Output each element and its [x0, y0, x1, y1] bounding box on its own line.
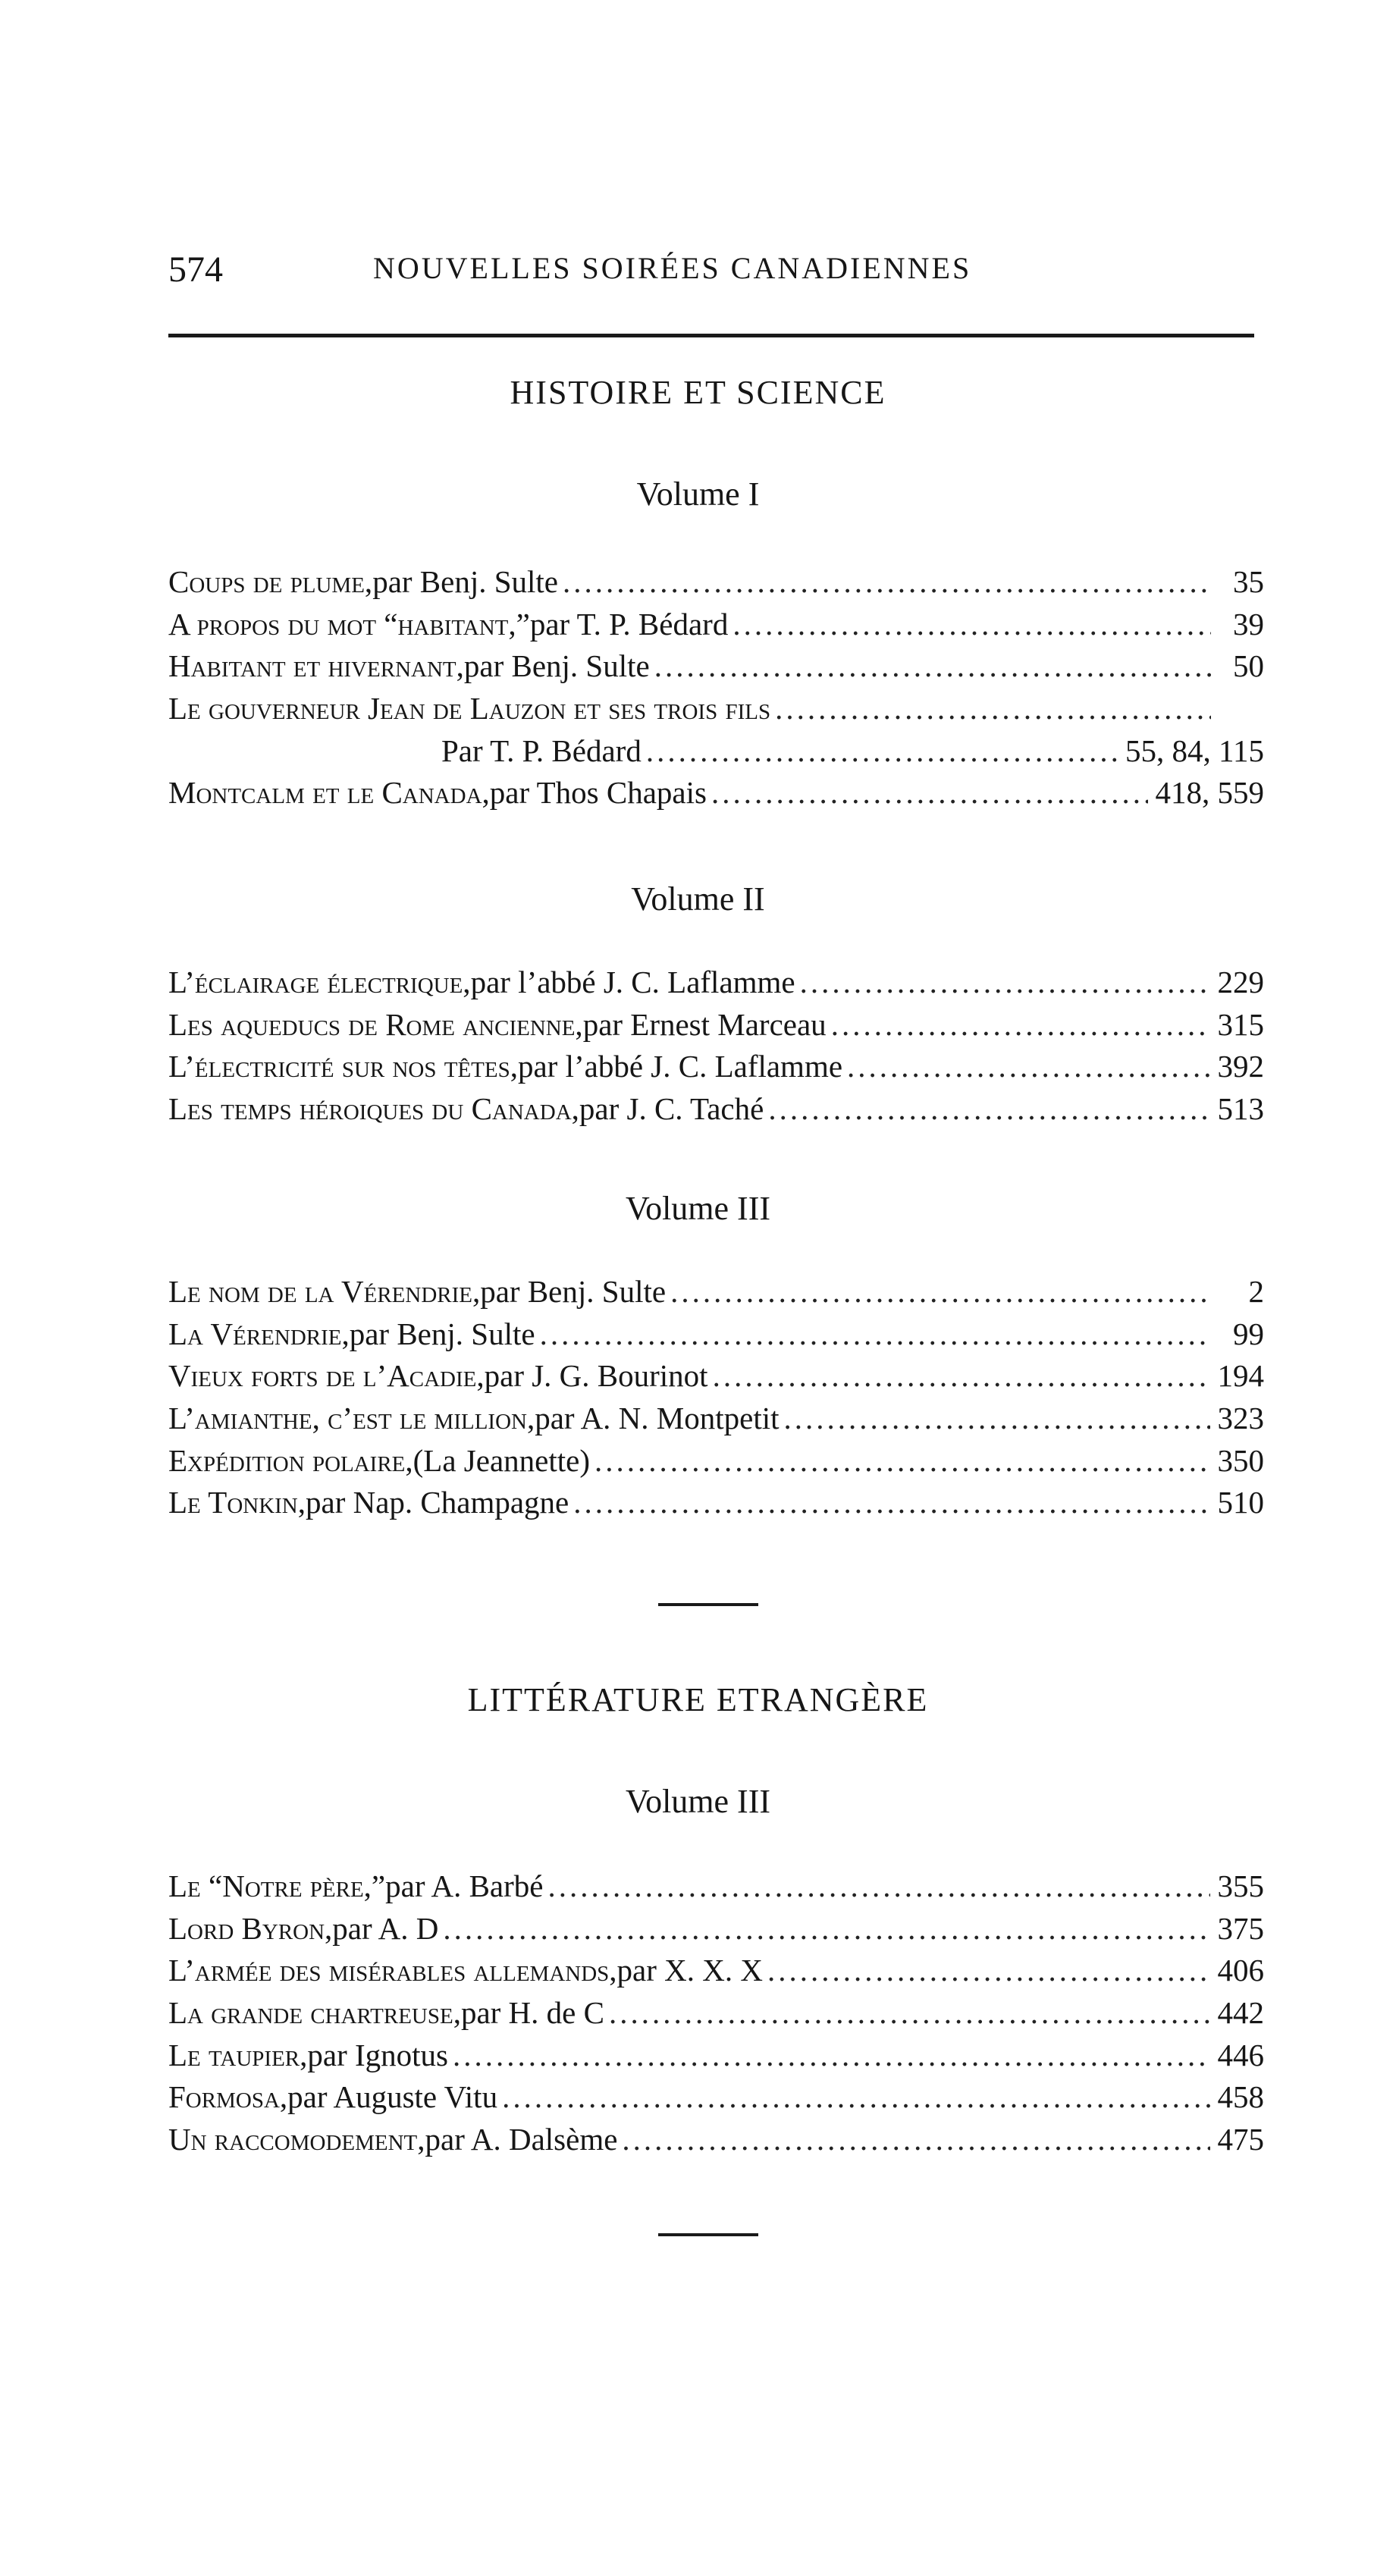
- toc-list-histoire-vol2: [168, 962, 1264, 1131]
- toc-list-litterature-vol3: [168, 1865, 1264, 2161]
- section-separator: [658, 1603, 758, 1606]
- leader-dots: [847, 1046, 1209, 1088]
- leader-dots: [502, 2076, 1209, 2119]
- entry-page: 446: [1217, 2037, 1264, 2072]
- section-heading-litterature: LITTÉRATURE ETRANGÈRE: [467, 1681, 929, 1718]
- entry-page: 55, 84, 115: [1125, 733, 1264, 768]
- toc-entry: [168, 772, 1264, 814]
- toc-entry: [168, 1950, 1264, 1992]
- section-separator: [658, 2233, 758, 2236]
- entry-page: 323: [1217, 1401, 1264, 1436]
- toc-entry: [168, 688, 1264, 730]
- leader-dots: [767, 1950, 1210, 1992]
- leader-dots: [622, 2119, 1209, 2161]
- entry-page: 355: [1217, 1868, 1264, 1903]
- entry-author: par Benj. Sulte: [349, 1316, 535, 1351]
- entry-author: par Benj. Sulte: [463, 648, 650, 684]
- entry-author: par Nap. Champagne: [306, 1485, 569, 1520]
- running-title: NOUVELLES SOIRÉES CANADIENNES: [373, 251, 972, 285]
- entry-page: 39: [1233, 606, 1264, 642]
- entry-title: Un raccomodement,: [168, 2122, 425, 2157]
- entry-page: 194: [1217, 1358, 1264, 1394]
- toc-list-histoire-vol1: [168, 561, 1264, 814]
- leader-dots: [594, 1440, 1210, 1483]
- toc-entry: [168, 2119, 1264, 2161]
- toc-entry: [168, 1313, 1264, 1356]
- leader-dots: [784, 1398, 1210, 1440]
- entry-title: La grande chartreuse,: [168, 1995, 461, 2031]
- entry-author: par H. de C: [460, 1995, 604, 2031]
- entry-author: par X. X. X: [616, 1953, 763, 1988]
- entry-page: 406: [1217, 1953, 1264, 1988]
- entry-author: par Thos Chapais: [489, 775, 707, 811]
- entry-page: 2: [1248, 1274, 1264, 1309]
- volume-heading-1: Volume I: [636, 475, 760, 513]
- toc-entry: [168, 1908, 1264, 1950]
- entry-title: L’armée des misérables allemands,: [168, 1953, 617, 1988]
- entry-page: 375: [1217, 1910, 1264, 1946]
- entry-title: Coups de plume,: [168, 564, 373, 599]
- leader-dots: [733, 604, 1211, 646]
- leader-dots: [443, 1908, 1209, 1950]
- entry-author: par J. C. Taché: [579, 1091, 764, 1127]
- toc-entry: [168, 1088, 1264, 1131]
- leader-dots: [831, 1004, 1210, 1046]
- entry-title: Formosa,: [168, 2079, 288, 2115]
- entry-author: par T. P. Bédard: [529, 606, 729, 642]
- entry-author: par Auguste Vitu: [287, 2079, 498, 2115]
- entry-author: par A. D: [332, 1910, 439, 1946]
- entry-author: par Benj. Sulte: [480, 1274, 667, 1309]
- entry-author: par Ernest Marceau: [582, 1006, 827, 1042]
- toc-entry: [168, 1271, 1264, 1313]
- leader-dots: [775, 688, 1211, 730]
- leader-dots: [453, 2035, 1210, 2077]
- leader-dots: [654, 645, 1211, 688]
- entry-author: par A. Dalsème: [425, 2122, 618, 2157]
- entry-author: par Ignotus: [307, 2037, 448, 2072]
- running-head: [168, 249, 1253, 294]
- entry-title: Le taupier,: [168, 2037, 308, 2072]
- entry-author: (La Jeannette): [413, 1442, 590, 1478]
- entry-page: 99: [1233, 1316, 1264, 1351]
- toc-entry: [168, 962, 1264, 1004]
- entry-author: par J. G. Bourinot: [484, 1358, 708, 1394]
- entry-title: La Vérendrie,: [168, 1316, 350, 1351]
- toc-entry: [168, 1865, 1264, 1908]
- toc-entry-continuation: [168, 730, 1264, 773]
- leader-dots: [711, 772, 1148, 814]
- entry-title: Le nom de la Vérendrie,: [168, 1274, 481, 1309]
- entry-page: 392: [1217, 1049, 1264, 1084]
- toc-entry: [168, 2076, 1264, 2119]
- leader-dots: [670, 1271, 1211, 1313]
- entry-title: Le “Notre père,”: [168, 1868, 386, 1903]
- toc-entry: [168, 1046, 1264, 1088]
- entry-title: Habitant et hivernant,: [168, 648, 464, 684]
- entry-page: 229: [1217, 965, 1264, 999]
- entry-title: Vieux forts de l’Acadie,: [168, 1358, 485, 1394]
- entry-author: par l’abbé J. C. Laflamme: [517, 1049, 843, 1084]
- volume-heading-litterature-3: Volume III: [625, 1783, 771, 1820]
- entry-author: par l’abbé J. C. Laflamme: [470, 965, 795, 999]
- toc-entry: [168, 1004, 1264, 1046]
- entry-author: Par T. P. Bédard: [441, 733, 642, 768]
- toc-entry: [168, 561, 1264, 604]
- leader-dots: [540, 1313, 1211, 1356]
- entry-title: Le gouverneur Jean de Lauzon et ses trois fils: [168, 691, 771, 726]
- leader-dots: [713, 1355, 1210, 1398]
- entry-title: L’éclairage électrique,: [168, 965, 471, 999]
- entry-title: A propos du mot “habitant,”: [168, 606, 530, 642]
- entry-page: 458: [1217, 2079, 1264, 2115]
- leader-dots: [768, 1088, 1209, 1131]
- toc-entry: [168, 645, 1264, 688]
- entry-page: 315: [1217, 1006, 1264, 1042]
- volume-heading-2: Volume II: [631, 880, 765, 918]
- entry-author: par Benj. Sulte: [372, 564, 559, 599]
- entry-title: Le Tonkin,: [168, 1485, 306, 1520]
- toc-entry: [168, 1992, 1264, 2035]
- entry-page: 442: [1217, 1995, 1264, 2031]
- leader-dots: [646, 730, 1118, 773]
- entry-page: 35: [1233, 564, 1264, 599]
- entry-page: 350: [1217, 1442, 1264, 1478]
- entry-page: 475: [1217, 2122, 1264, 2157]
- entry-title: L’électricité sur nos têtes,: [168, 1049, 518, 1084]
- section-heading-histoire: HISTOIRE ET SCIENCE: [510, 374, 886, 411]
- toc-entry: [168, 1440, 1264, 1483]
- toc-entry: [168, 1482, 1264, 1524]
- entry-title: Lord Byron,: [168, 1910, 333, 1946]
- entry-title: L’amianthe, c’est le million,: [168, 1401, 535, 1436]
- entry-page: 510: [1217, 1485, 1264, 1520]
- entry-title: Les temps héroiques du Canada,: [168, 1091, 579, 1127]
- leader-dots: [573, 1482, 1209, 1524]
- entry-page: 418, 559: [1155, 775, 1264, 811]
- entry-author: par A. Barbé: [385, 1868, 544, 1903]
- toc-entry: [168, 1398, 1264, 1440]
- toc-entry: [168, 1355, 1264, 1398]
- toc-entry: [168, 604, 1264, 646]
- page-number: 574: [168, 249, 223, 290]
- leader-dots: [547, 1865, 1209, 1908]
- toc-list-histoire-vol3: [168, 1271, 1264, 1524]
- entry-page: 513: [1217, 1091, 1264, 1127]
- toc-entry: [168, 2035, 1264, 2077]
- leader-dots: [563, 561, 1211, 604]
- leader-dots: [800, 962, 1210, 1004]
- entry-author: par A. N. Montpetit: [535, 1401, 780, 1436]
- entry-title: Expédition polaire,: [168, 1442, 413, 1478]
- volume-heading-3: Volume III: [625, 1190, 771, 1227]
- entry-page: 50: [1233, 648, 1264, 684]
- entry-title: Les aqueducs de Rome ancienne,: [168, 1006, 583, 1042]
- entry-title: Montcalm et le Canada,: [168, 775, 490, 811]
- leader-dots: [609, 1992, 1210, 2035]
- header-rule: [168, 334, 1254, 337]
